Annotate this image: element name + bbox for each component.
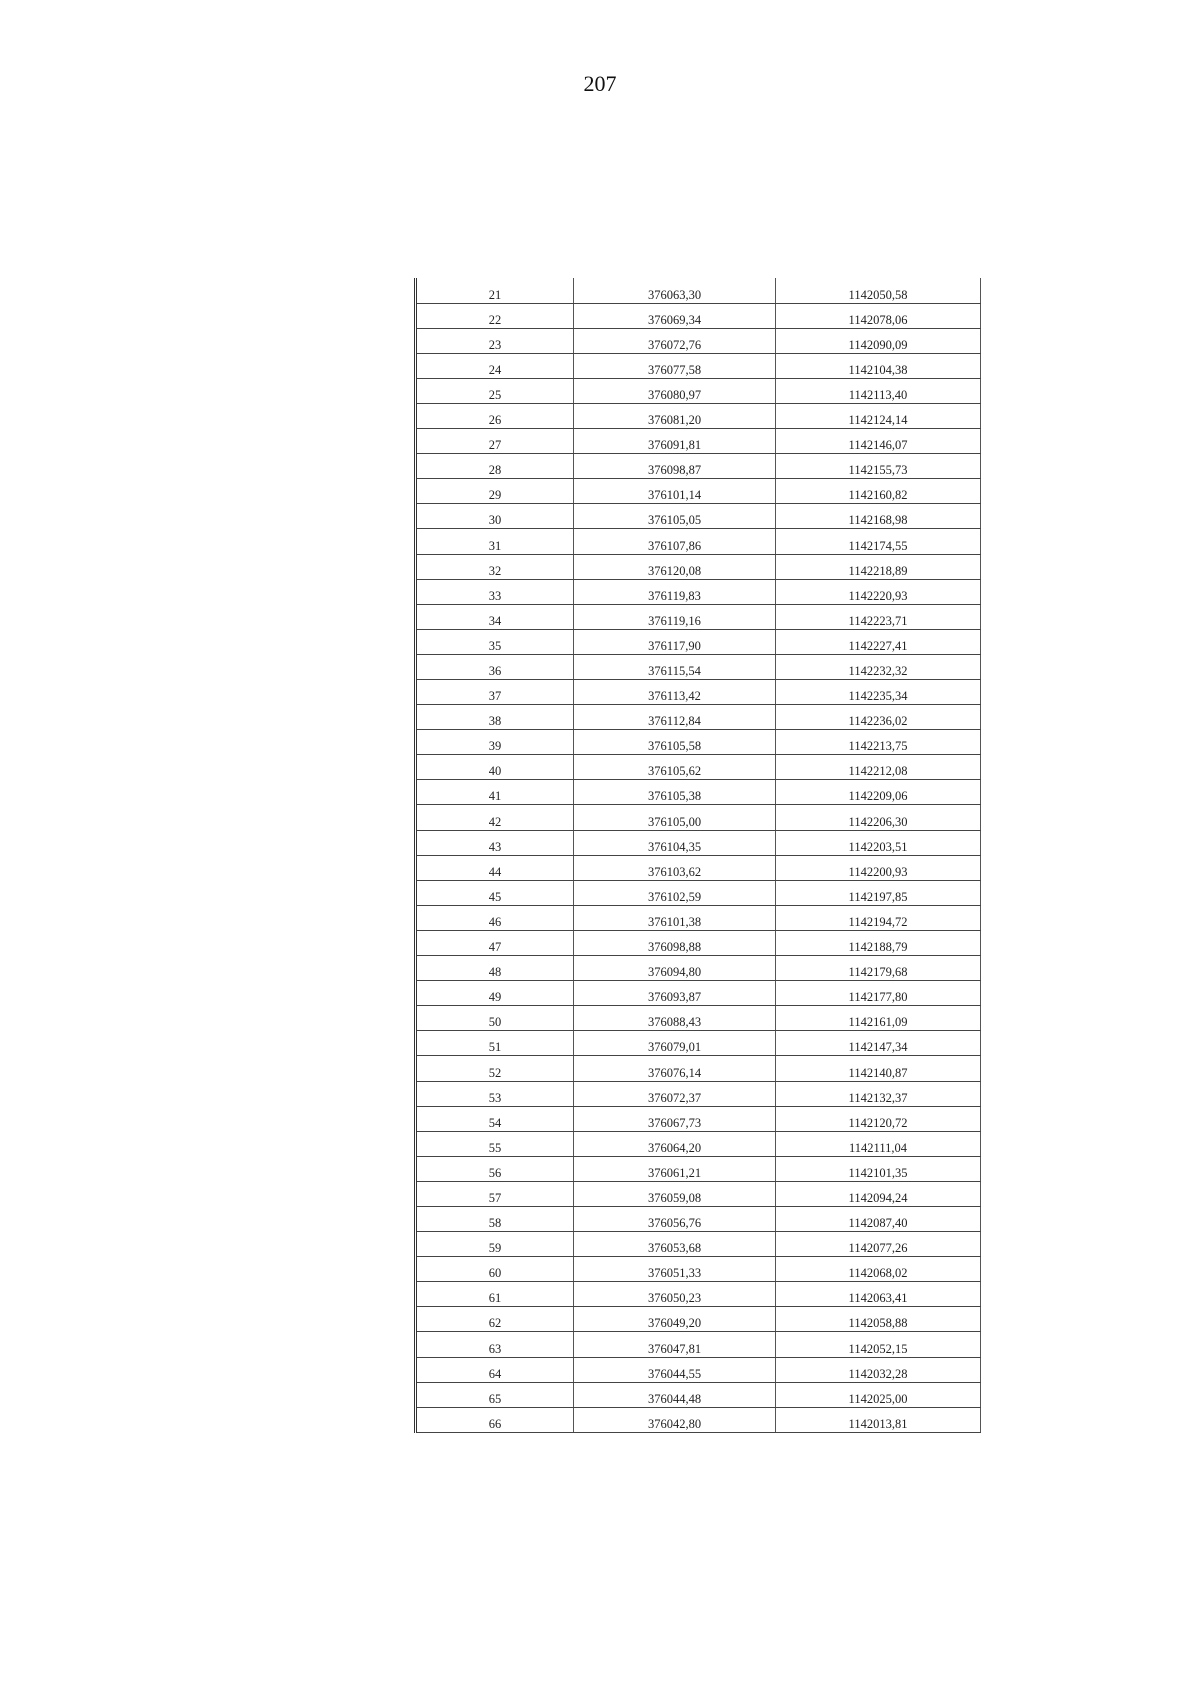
x-coordinate-cell: 376051,33: [574, 1257, 776, 1282]
point-number-cell: 44: [416, 855, 574, 880]
table-row: [416, 328, 981, 353]
y-coordinate-cell: 1142212,08: [776, 755, 981, 780]
point-number-cell: 57: [416, 1181, 574, 1206]
table-row: [416, 680, 981, 705]
y-coordinate-cell: 1142146,07: [776, 429, 981, 454]
table-row: [416, 654, 981, 679]
y-coordinate-cell: 1142132,37: [776, 1081, 981, 1106]
x-coordinate-cell: 376088,43: [574, 1006, 776, 1031]
y-coordinate-cell: 1142188,79: [776, 930, 981, 955]
x-coordinate-cell: 376044,48: [574, 1382, 776, 1407]
y-coordinate-cell: 1142200,93: [776, 855, 981, 880]
x-coordinate-cell: 376047,81: [574, 1332, 776, 1357]
y-coordinate-cell: 1142078,06: [776, 303, 981, 328]
y-coordinate-cell: 1142179,68: [776, 956, 981, 981]
x-coordinate-cell: 376101,14: [574, 479, 776, 504]
x-coordinate-cell: 376063,30: [574, 278, 776, 303]
table-row: [416, 378, 981, 403]
x-coordinate-cell: 376064,20: [574, 1131, 776, 1156]
point-number-cell: 32: [416, 554, 574, 579]
point-number-cell: 63: [416, 1332, 574, 1357]
x-coordinate-cell: 376094,80: [574, 956, 776, 981]
x-coordinate-cell: 376117,90: [574, 629, 776, 654]
point-number-cell: 24: [416, 353, 574, 378]
table-row: [416, 529, 981, 554]
y-coordinate-cell: 1142147,34: [776, 1031, 981, 1056]
x-coordinate-cell: 376067,73: [574, 1106, 776, 1131]
point-number-cell: 43: [416, 830, 574, 855]
point-number-cell: 23: [416, 328, 574, 353]
x-coordinate-cell: 376072,37: [574, 1081, 776, 1106]
y-coordinate-cell: 1142090,09: [776, 328, 981, 353]
y-coordinate-cell: 1142113,40: [776, 378, 981, 403]
point-number-cell: 38: [416, 705, 574, 730]
table-row: [416, 1081, 981, 1106]
table-row: [416, 780, 981, 805]
x-coordinate-cell: 376107,86: [574, 529, 776, 554]
table-row: [416, 1282, 981, 1307]
point-number-cell: 29: [416, 479, 574, 504]
y-coordinate-cell: 1142077,26: [776, 1232, 981, 1257]
point-number-cell: 35: [416, 629, 574, 654]
point-number-cell: 64: [416, 1357, 574, 1382]
table-row: [416, 1056, 981, 1081]
table-row: [416, 1131, 981, 1156]
table-row: [416, 429, 981, 454]
point-number-cell: 60: [416, 1257, 574, 1282]
x-coordinate-cell: 376072,76: [574, 328, 776, 353]
table-row: [416, 1407, 981, 1432]
table-row: [416, 1307, 981, 1332]
x-coordinate-cell: 376076,14: [574, 1056, 776, 1081]
table-row: [416, 1232, 981, 1257]
y-coordinate-cell: 1142177,80: [776, 981, 981, 1006]
point-number-cell: 30: [416, 504, 574, 529]
y-coordinate-cell: 1142013,81: [776, 1407, 981, 1432]
x-coordinate-cell: 376119,83: [574, 579, 776, 604]
x-coordinate-cell: 376103,62: [574, 855, 776, 880]
point-number-cell: 59: [416, 1232, 574, 1257]
x-coordinate-cell: 376061,21: [574, 1156, 776, 1181]
table-row: [416, 454, 981, 479]
table-row: [416, 278, 981, 303]
table-row: [416, 403, 981, 428]
y-coordinate-cell: 1142104,38: [776, 353, 981, 378]
table-row: [416, 1206, 981, 1231]
y-coordinate-cell: 1142232,32: [776, 654, 981, 679]
point-number-cell: 28: [416, 454, 574, 479]
table-row: [416, 855, 981, 880]
x-coordinate-cell: 376069,34: [574, 303, 776, 328]
table-row: [416, 830, 981, 855]
point-number-cell: 55: [416, 1131, 574, 1156]
x-coordinate-cell: 376112,84: [574, 705, 776, 730]
y-coordinate-cell: 1142032,28: [776, 1357, 981, 1382]
table-row: [416, 479, 981, 504]
y-coordinate-cell: 1142111,04: [776, 1131, 981, 1156]
x-coordinate-cell: 376049,20: [574, 1307, 776, 1332]
x-coordinate-cell: 376105,58: [574, 730, 776, 755]
x-coordinate-cell: 376042,80: [574, 1407, 776, 1432]
point-number-cell: 39: [416, 730, 574, 755]
point-number-cell: 56: [416, 1156, 574, 1181]
y-coordinate-cell: 1142203,51: [776, 830, 981, 855]
table-row: [416, 930, 981, 955]
x-coordinate-cell: 376053,68: [574, 1232, 776, 1257]
point-number-cell: 41: [416, 780, 574, 805]
x-coordinate-cell: 376093,87: [574, 981, 776, 1006]
point-number-cell: 53: [416, 1081, 574, 1106]
y-coordinate-cell: 1142155,73: [776, 454, 981, 479]
y-coordinate-cell: 1142213,75: [776, 730, 981, 755]
y-coordinate-cell: 1142063,41: [776, 1282, 981, 1307]
x-coordinate-cell: 376056,76: [574, 1206, 776, 1231]
x-coordinate-cell: 376105,05: [574, 504, 776, 529]
y-coordinate-cell: 1142094,24: [776, 1181, 981, 1206]
x-coordinate-cell: 376044,55: [574, 1357, 776, 1382]
table-row: [416, 956, 981, 981]
table-row: [416, 880, 981, 905]
point-number-cell: 34: [416, 604, 574, 629]
y-coordinate-cell: 1142174,55: [776, 529, 981, 554]
x-coordinate-cell: 376115,54: [574, 654, 776, 679]
table-row: [416, 604, 981, 629]
table-row: [416, 1382, 981, 1407]
y-coordinate-cell: 1142209,06: [776, 780, 981, 805]
point-number-cell: 54: [416, 1106, 574, 1131]
x-coordinate-cell: 376120,08: [574, 554, 776, 579]
point-number-cell: 31: [416, 529, 574, 554]
table-row: [416, 303, 981, 328]
x-coordinate-cell: 376059,08: [574, 1181, 776, 1206]
x-coordinate-cell: 376091,81: [574, 429, 776, 454]
y-coordinate-cell: 1142194,72: [776, 905, 981, 930]
table-row: [416, 905, 981, 930]
table-row: [416, 1156, 981, 1181]
point-number-cell: 46: [416, 905, 574, 930]
y-coordinate-cell: 1142025,00: [776, 1382, 981, 1407]
y-coordinate-cell: 1142220,93: [776, 579, 981, 604]
x-coordinate-cell: 376113,42: [574, 680, 776, 705]
x-coordinate-cell: 376105,62: [574, 755, 776, 780]
point-number-cell: 42: [416, 805, 574, 830]
y-coordinate-cell: 1142052,15: [776, 1332, 981, 1357]
x-coordinate-cell: 376104,35: [574, 830, 776, 855]
x-coordinate-cell: 376098,88: [574, 930, 776, 955]
x-coordinate-cell: 376080,97: [574, 378, 776, 403]
point-number-cell: 48: [416, 956, 574, 981]
table-row: [416, 629, 981, 654]
point-number-cell: 37: [416, 680, 574, 705]
point-number-cell: 62: [416, 1307, 574, 1332]
y-coordinate-cell: 1142101,35: [776, 1156, 981, 1181]
coordinates-table: [414, 278, 981, 1433]
table-row: [416, 1181, 981, 1206]
y-coordinate-cell: 1142068,02: [776, 1257, 981, 1282]
table-row: [416, 579, 981, 604]
point-number-cell: 25: [416, 378, 574, 403]
table-row: [416, 705, 981, 730]
y-coordinate-cell: 1142218,89: [776, 554, 981, 579]
point-number-cell: 21: [416, 278, 574, 303]
page-number: 207: [583, 71, 617, 96]
y-coordinate-cell: 1142160,82: [776, 479, 981, 504]
y-coordinate-cell: 1142120,72: [776, 1106, 981, 1131]
table-row: [416, 730, 981, 755]
point-number-cell: 26: [416, 403, 574, 428]
point-number-cell: 50: [416, 1006, 574, 1031]
x-coordinate-cell: 376079,01: [574, 1031, 776, 1056]
y-coordinate-cell: 1142235,34: [776, 680, 981, 705]
table-row: [416, 981, 981, 1006]
table-row: [416, 1031, 981, 1056]
point-number-cell: 33: [416, 579, 574, 604]
table-row: [416, 1332, 981, 1357]
point-number-cell: 45: [416, 880, 574, 905]
table-row: [416, 554, 981, 579]
x-coordinate-cell: 376102,59: [574, 880, 776, 905]
y-coordinate-cell: 1142236,02: [776, 705, 981, 730]
y-coordinate-cell: 1142058,88: [776, 1307, 981, 1332]
x-coordinate-cell: 376050,23: [574, 1282, 776, 1307]
point-number-cell: 51: [416, 1031, 574, 1056]
x-coordinate-cell: 376098,87: [574, 454, 776, 479]
point-number-cell: 22: [416, 303, 574, 328]
point-number-cell: 65: [416, 1382, 574, 1407]
point-number-cell: 27: [416, 429, 574, 454]
y-coordinate-cell: 1142227,41: [776, 629, 981, 654]
x-coordinate-cell: 376101,38: [574, 905, 776, 930]
x-coordinate-cell: 376105,00: [574, 805, 776, 830]
y-coordinate-cell: 1142124,14: [776, 403, 981, 428]
x-coordinate-cell: 376105,38: [574, 780, 776, 805]
y-coordinate-cell: 1142206,30: [776, 805, 981, 830]
table-row: [416, 1257, 981, 1282]
point-number-cell: 49: [416, 981, 574, 1006]
table-row: [416, 805, 981, 830]
table-row: [416, 1357, 981, 1382]
x-coordinate-cell: 376077,58: [574, 353, 776, 378]
point-number-cell: 66: [416, 1407, 574, 1432]
y-coordinate-cell: 1142197,85: [776, 880, 981, 905]
y-coordinate-cell: 1142223,71: [776, 604, 981, 629]
point-number-cell: 40: [416, 755, 574, 780]
y-coordinate-cell: 1142168,98: [776, 504, 981, 529]
point-number-cell: 52: [416, 1056, 574, 1081]
x-coordinate-cell: 376119,16: [574, 604, 776, 629]
coordinates-table-body: [416, 278, 981, 1432]
y-coordinate-cell: 1142087,40: [776, 1206, 981, 1231]
y-coordinate-cell: 1142050,58: [776, 278, 981, 303]
point-number-cell: 61: [416, 1282, 574, 1307]
table-row: [416, 504, 981, 529]
y-coordinate-cell: 1142140,87: [776, 1056, 981, 1081]
y-coordinate-cell: 1142161,09: [776, 1006, 981, 1031]
point-number-cell: 58: [416, 1206, 574, 1231]
point-number-cell: 47: [416, 930, 574, 955]
table-row: [416, 353, 981, 378]
table-row: [416, 1006, 981, 1031]
point-number-cell: 36: [416, 654, 574, 679]
table-row: [416, 1106, 981, 1131]
x-coordinate-cell: 376081,20: [574, 403, 776, 428]
table-row: [416, 755, 981, 780]
